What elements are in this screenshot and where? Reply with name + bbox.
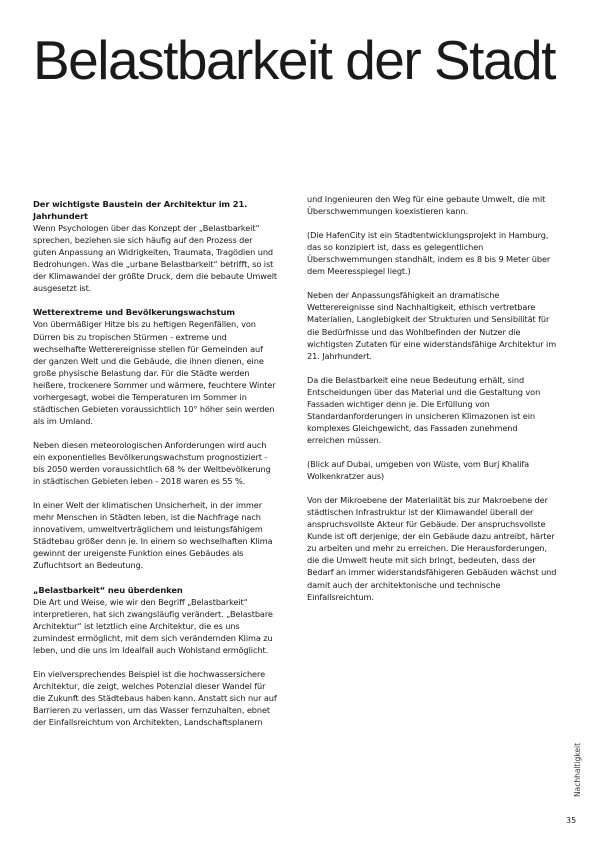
image-caption: (Die HafenCity ist ein Stadtentwicklungsprojekt in Hamburg, das so konzipiert ist, dass es gelegentlichen Überschwemmungen standhält, indem es 8 bis 9 Meter über dem Meeresspiegel liegt.) bbox=[307, 230, 551, 277]
paragraph: Neben der Anpassungsfähigkeit an dramatische Wetterereignisse sind Nachhaltigkeit, ethisch vertretbare Materialien, Langlebigkeit der Strukturen und Sensibilität für die Bedürfnisse und das Wohlbefinden der Nutzer die wichtigsten Zutaten für eine widerstandsfähige Architektur im 21. Jahrhundert. bbox=[307, 290, 557, 361]
page-title: Belastbarkeit der Stadt bbox=[33, 29, 555, 91]
paragraph: Von übermäßiger Hitze bis zu heftigen Regenfällen, von Dürren bis zu tropischen Stürmen - extreme und wechselhafte Wetterereignisse stellen für Gemeinden auf der ganzen Welt und die Gebäude, die ihnen dienen, eine große physische Belastung dar. Für die Städte werden heißere, trockenere Sommer und wärmere, feuchtere Winter vorhergesagt, wobei die Temperaturen im Sommer in städtischen Gebieten voraussichtlich 10° höher sein werden als im Umland. bbox=[33, 319, 276, 426]
section-heading-rethinking: „Belastbarkeit“ neu überdenken bbox=[33, 584, 183, 595]
section-heading-weather: Wetterextreme und Bevölkerungswachstum bbox=[33, 307, 235, 318]
section-side-label: Nachhaltigkeit bbox=[573, 742, 582, 797]
paragraph: Von der Mikroebene der Materialität bis zur Makroebene der städtischen Infrastruktur ist der Klimawandel überall der anspruchsvollste Akteur für Gebäude. Der anspruchsvollste Kunde ist oft derjenige, der ein Gebäude dazu antreibt, härter zu arbeiten und mehr zu erreichen. Die Herausforderungen, die die Umwelt heute mit sich bringt, bedeuten, dass der Bedarf an immer widerstandsfähigeren Gebäuden wächst und damit auch der architektonische und technische Einfallsreichtum. bbox=[307, 495, 557, 602]
right-column bbox=[307, 193, 557, 615]
left-column bbox=[33, 198, 278, 740]
paragraph: Ein vielversprechendes Beispiel ist die hochwassersichere Architektur, die zeigt, welches Potenzial dieser Wandel für die Zukunft des Städtebaus haben kann. Anstatt sich nur auf Barrieren zu verlassen, um das Wasser fernzuhalten, ebnet der Einfallsreichtum von Architekten, Landschaftsplanern bbox=[33, 668, 277, 728]
paragraph: Da die Belastbarkeit eine neue Bedeutung erhält, sind Entscheidungen über das Material und die Gestaltung von Fassaden wichtiger denn je. Die Erfüllung von Standardanforderungen in unsicheren Klimazonen ist ein komplexes Gleichgewicht, das Fassaden zunehmend erreichen müssen. bbox=[307, 374, 541, 445]
paragraph: Die Art und Weise, wie wir den Begriff „Belastbarkeit“ interpretieren, hat sich zwangsläufig verändert. „Belastbare Architektur“ ist letztlich eine Architektur, die es uns zumindest ermöglicht, mit dem sich verändernden Klima zu leben, und die uns im Idealfall auch Wohlstand ermöglicht. bbox=[33, 596, 273, 655]
section-heading-architecture: Der wichtigste Baustein der Architektur im 21. Jahrhundert bbox=[33, 199, 248, 222]
paragraph: Wenn Psychologen über das Konzept der „Belastbarkeit“ sprechen, beziehen sie sich häufig auf den Prozess der guten Anpassung an Widrigkeiten, Traumata, Tragödien und Bedrohungen. Was die „urbane Belastbarkeit“ betrifft, so ist der Klimawandel der größte Druck, dem die bebaute Umwelt ausgesetzt ist. bbox=[33, 223, 278, 294]
image-caption: (Blick auf Dubai, umgeben von Wüste, vom Burj Khalifa Wolkenkratzer aus) bbox=[307, 459, 530, 482]
paragraph: und Ingenieuren den Weg für eine gebaute Umwelt, die mit Überschwemmungen koexistieren kann. bbox=[307, 194, 546, 217]
paragraph: Neben diesen meteorologischen Anforderungen wird auch ein exponentielles Bevölkerungswachstum prognostiziert - bis 2050 werden voraussichtlich 68 % der Weltbevölkerung in städtischen Gebieten leben - 2018 waren es 55 %. bbox=[33, 439, 271, 487]
page-number: 35 bbox=[566, 816, 577, 825]
paragraph: In einer Welt der klimatischen Unsicherheit, in der immer mehr Menschen in Städten leben, ist die Nachfrage nach innovativem, umweltverträglichem und leistungsfähigem Städtebau größer denn je. In einem so wechselhaften Klima gewinnt der ureigenste Funktion eines Gebäudes als Zufluchtsort an Bedeutung. bbox=[33, 500, 273, 571]
